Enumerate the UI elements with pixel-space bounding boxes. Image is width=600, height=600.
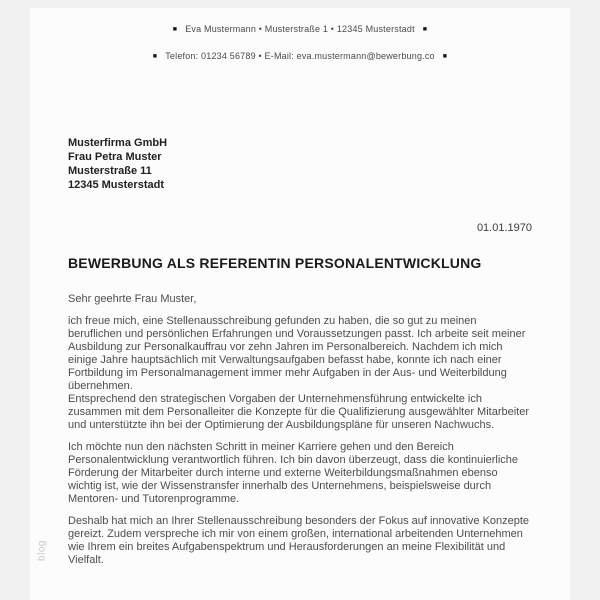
letter-page [30, 8, 570, 600]
blog-watermark: blog [36, 540, 48, 561]
letter-date: 01.01.1970 [476, 222, 532, 234]
body-paragraph: Ich möchte nun den nächsten Schritt in meiner Karriere gehen und den Bereich Personalentwicklung verantwortlich führen. Ich bin davon überzeugt, dass die kontinuierliche Förderung der Mitarbeiter durch interne und externe Weiterbildungsmaßnahmen ebenso wichtig ist, wie der Wissenstransfer innerhalb des Unternehmens, beispielsweise durch Mentoren- und Tutorenprogramme. [68, 441, 519, 505]
square-bullet-icon: ■ [152, 53, 158, 60]
recipient-street: Musterstraße 11 [68, 165, 152, 177]
body-paragraph: ich freue mich, eine Stellenausschreibung gefunden zu haben, die so gut zu meinen beruflichen und persönlichen Erfahrungen und Voraussetzungen passt. Ich arbeite seit meiner Ausbildung zur Personalkauffrau vor zehn Jahren im Personalbereich. Nachdem ich mich einige Jahre hauptsächlich mit Verwaltungsaufgaben befasst habe, konnte ich nach einer Fortbildung im Personalmanagement immer mehr Aufgaben in der Aus- und Weiterbildung übernehmen. [68, 315, 526, 392]
recipient-city: 12345 Musterstadt [68, 179, 164, 191]
sender-header [68, 24, 532, 62]
square-bullet-icon: ■ [442, 53, 448, 60]
recipient-company: Musterfirma GmbH [68, 137, 168, 149]
recipient-contact: Frau Petra Muster [68, 151, 162, 163]
salutation: Sehr geehrte Frau Muster, [68, 293, 197, 305]
subject-line: BEWERBUNG ALS REFERENTIN PERSONALENTWICKLUNG [68, 255, 482, 271]
sender-address-line [68, 24, 532, 35]
square-bullet-icon: ■ [172, 26, 178, 33]
recipient-address-block [68, 136, 532, 192]
sender-contact-text: Telefon: 01234 56789 • E-Mail: eva.mustermann@bewerbung.co [165, 51, 435, 61]
square-bullet-icon: ■ [422, 26, 428, 33]
body-paragraph: Deshalb hat mich an Ihrer Stellenausschreibung besonders der Fokus auf innovative Konzepte gereizt. Zudem verspreche ich mir von einem großen, international arbeitenden Unternehmen wie Ihrem ein breites Aufgabenspektrum und Herausforderungen an meine Flexibilität und Vielfalt. [68, 515, 530, 566]
letter-content [30, 8, 570, 567]
body-paragraph: Entsprechend den strategischen Vorgaben der Unternehmensführung entwickelte ich zusammen mit dem Personalleiter die Konzepte für die Qualifizierung ausgewählter Mitarbeiter und unterstützte ihn bei der Optimierung der Ausbildungspläne für unseren Nachwuchs. [68, 393, 530, 431]
sender-address-text: Eva Mustermann • Musterstraße 1 • 12345 Musterstadt [185, 24, 415, 34]
sender-contact-line [68, 51, 532, 62]
